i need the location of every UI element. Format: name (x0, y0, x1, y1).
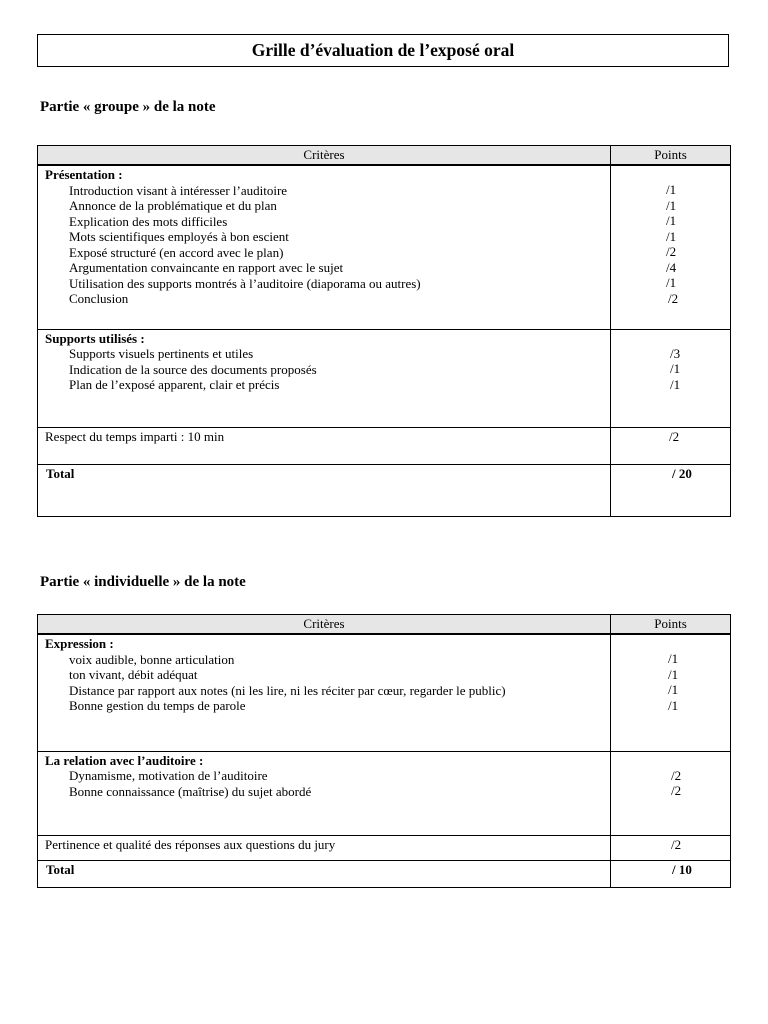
points-value: /3 (670, 345, 681, 361)
time-row (38, 427, 731, 464)
individual-total-points-cell (611, 860, 731, 887)
points-value: /4 (666, 259, 677, 275)
total-label: Total (46, 861, 75, 877)
questions-criteria-cell (38, 835, 611, 860)
points-value: /1 (666, 275, 677, 290)
list-item: Utilisation des supports montrés à l’auditoire (diaporama ou autres) (69, 275, 421, 291)
page-title (37, 34, 729, 67)
questions-points-cell (611, 835, 731, 860)
group-total-label-cell (38, 464, 611, 516)
supports-title: Supports utilisés : (45, 330, 145, 346)
list-item: Distance par rapport aux notes (ni les lire, ni les réciter par cœur, regarder le public) (69, 682, 506, 698)
questions-label: Pertinence et qualité des réponses aux questions du jury (45, 836, 336, 852)
time-criteria-cell (38, 427, 611, 464)
list-item: Plan de l’exposé apparent, clair et précis (69, 377, 280, 392)
time-label: Respect du temps imparti : 10 min (45, 428, 225, 444)
table-header-row (38, 146, 731, 166)
relation-row (38, 751, 731, 835)
list-item: Annonce de la problématique et du plan (69, 198, 277, 213)
points-value: /1 (668, 682, 679, 697)
points-value: /1 (666, 228, 677, 244)
expression-criteria-cell (38, 634, 611, 751)
list-item: voix audible, bonne articulation (69, 651, 235, 667)
list-item: Argumentation convaincante en rapport avec le sujet (69, 260, 344, 275)
list-item: Explication des mots difficiles (69, 213, 228, 229)
points-value: /1 (668, 651, 679, 666)
supports-points-cell (611, 329, 731, 427)
points-value: /2 (666, 244, 677, 259)
points-value: /2 (671, 783, 682, 798)
presentation-criteria-cell (38, 165, 611, 329)
list-item: Indication de la source des documents proposés (69, 361, 317, 377)
individual-total-label-cell (38, 860, 611, 887)
relation-points-cell (611, 751, 731, 835)
total-points-value: / 20 (672, 465, 692, 481)
supports-criteria-cell (38, 329, 611, 427)
group-criteria-table (37, 145, 731, 517)
list-item: ton vivant, débit adéquat (69, 667, 198, 682)
list-item: Conclusion (69, 291, 129, 306)
list-item: Supports visuels pertinents et utiles (69, 346, 254, 361)
points-value: /1 (668, 666, 679, 682)
page-title-text: Grille d’évaluation de l’exposé oral (251, 40, 515, 60)
list-item: Exposé structuré (en accord avec le plan) (69, 244, 284, 260)
points-value: /1 (666, 213, 677, 228)
group-total-row (38, 464, 731, 516)
expression-title: Expression : (45, 636, 114, 651)
points-value: /1 (668, 697, 679, 713)
table-header-row (38, 615, 731, 635)
individual-section-heading: Partie « individuelle » de la note (40, 574, 246, 590)
list-item: Bonne gestion du temps de parole (69, 698, 246, 713)
points-value: /2 (669, 428, 680, 444)
list-item: Introduction visant à intéresser l’auditoire (69, 182, 288, 198)
points-value: /1 (666, 182, 677, 197)
points-value: /1 (666, 197, 677, 213)
list-item: Dynamisme, motivation de l’auditoire (69, 768, 268, 783)
questions-row (38, 835, 731, 860)
points-value: /2 (671, 836, 682, 852)
individual-total-row (38, 860, 731, 887)
individual-criteria-table (37, 614, 731, 888)
points-column-header: Points (611, 615, 731, 635)
time-points-cell (611, 427, 731, 464)
presentation-title: Présentation : (45, 167, 123, 182)
supports-row (38, 329, 731, 427)
presentation-row (38, 165, 731, 329)
group-total-points-cell (611, 464, 731, 516)
expression-row (38, 634, 731, 751)
list-item: Bonne connaissance (maîtrise) du sujet abordé (69, 783, 312, 799)
presentation-points-cell (611, 165, 731, 329)
expression-points-cell (611, 634, 731, 751)
relation-criteria-cell (38, 751, 611, 835)
relation-title: La relation avec l’auditoire : (45, 752, 204, 768)
points-value: /2 (671, 767, 682, 783)
total-points-value: / 10 (672, 861, 692, 877)
points-column-header: Points (611, 146, 731, 166)
criteria-column-header: Critères (38, 615, 611, 635)
points-value: /1 (670, 376, 681, 392)
group-section-heading: Partie « groupe » de la note (40, 99, 216, 115)
criteria-column-header: Critères (38, 146, 611, 166)
total-label: Total (46, 465, 75, 481)
list-item: Mots scientifiques employés à bon escient (69, 229, 289, 244)
points-value: /2 (668, 290, 679, 306)
points-value: /1 (670, 361, 681, 376)
